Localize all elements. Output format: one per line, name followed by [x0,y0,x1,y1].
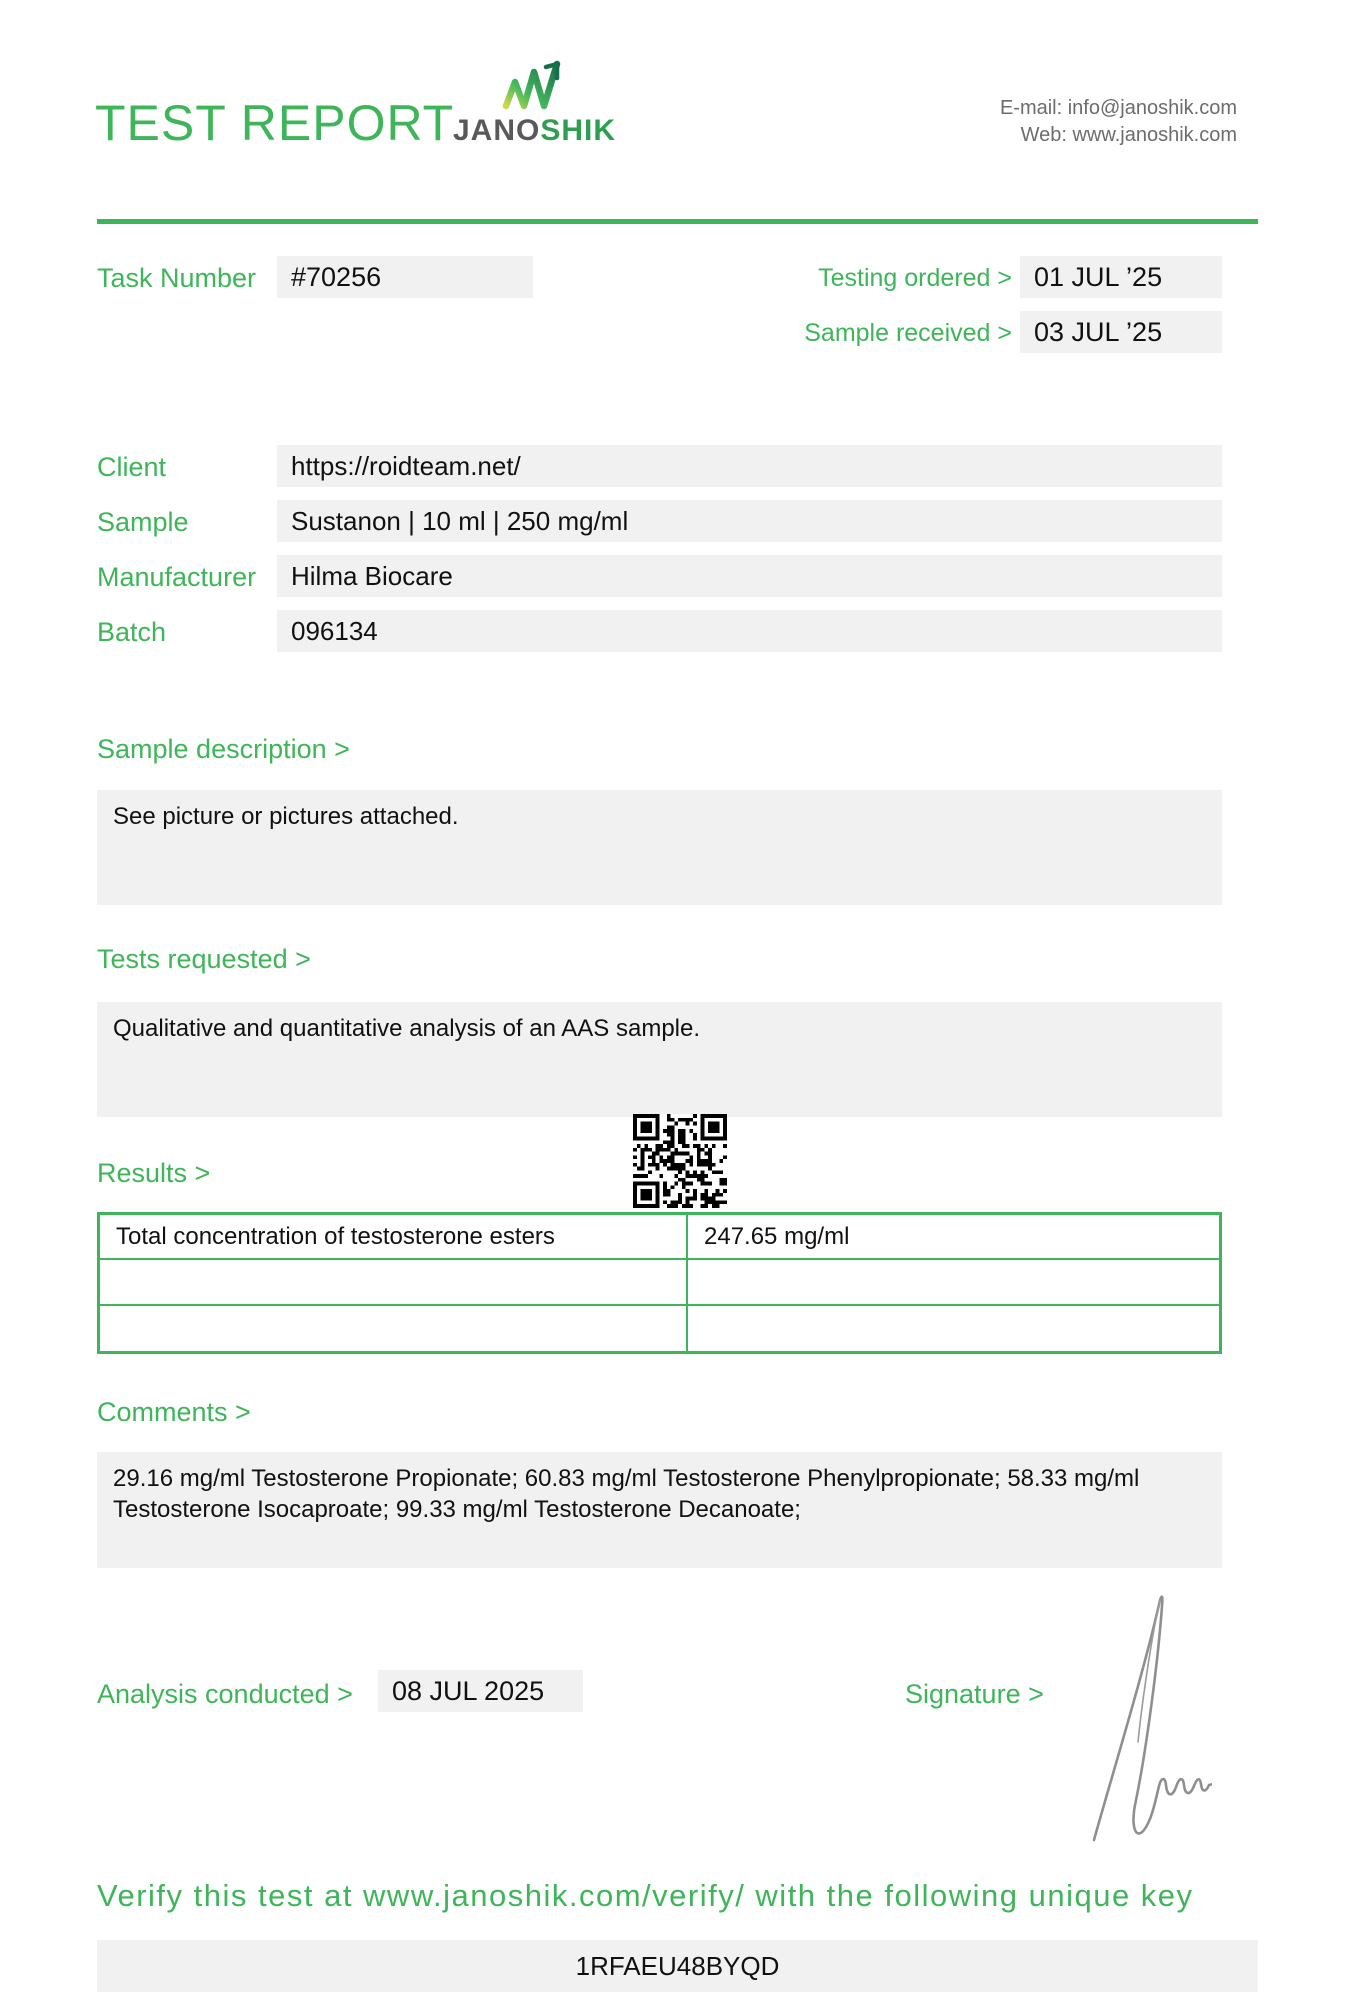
janoshik-logo [452,56,617,148]
testing-ordered-label: Testing ordered > [818,264,1012,292]
result-value-cell: 247.65 mg/ml [688,1215,1219,1260]
sample-description-heading: Sample description > [97,734,350,764]
testing-ordered-value: 01 JUL ’25 [1020,256,1222,298]
verify-key: 1RFAEU48BYQD [97,1940,1258,1992]
contact-email: E-mail: info@janoshik.com [999,97,1237,119]
result-value-cell-empty [688,1306,1219,1351]
field-label-batch: Batch [97,617,167,647]
verify-instruction: Verify this test at www.janoshik.com/verify/ with the following unique key [97,1878,1194,1913]
contact-web: Web: www.janoshik.com [1020,124,1237,146]
task-number-value: #70256 [277,256,533,298]
results-heading: Results > [97,1158,211,1188]
tests-requested-text: Qualitative and quantitative analysis of an AAS sample. [113,1015,701,1042]
tests-requested-box [97,1002,1222,1117]
field-label-manufacturer: Manufacturer [97,562,257,592]
analysis-conducted-label: Analysis conducted > [97,1679,353,1709]
sample-received-label: Sample received > [804,319,1012,347]
logo-jano: JANO [452,114,541,147]
sample-received-value: 03 JUL ’25 [1020,311,1222,353]
task-number-label: Task Number [97,263,257,293]
results-table [97,1212,1222,1354]
qr-code [633,1114,727,1208]
field-label-client: Client [97,452,167,482]
field-value-sample: Sustanon | 10 ml | 250 mg/ml [277,500,1222,542]
signature-label: Signature > [905,1679,1044,1709]
result-value-cell-empty [688,1260,1219,1305]
field-value-manufacturer: Hilma Biocare [277,555,1222,597]
result-name-cell-empty [100,1260,688,1305]
comments-heading: Comments > [97,1397,251,1427]
tests-requested-heading: Tests requested > [97,944,311,974]
sample-description-text: See picture or pictures attached. [113,803,459,830]
comments-text: 29.16 mg/ml Testosterone Propionate; 60.83 mg/ml Testosterone Phenylpropionate; 58.33 mg/ml Testosterone Isocaproate; 99.33 mg/ml Testosterone Decanoate; [113,1465,1140,1523]
growth-chart-icon [500,56,570,110]
signature-scribble [1072,1582,1212,1852]
logo-shik: SHIK [540,114,617,147]
field-value-client: https://roidteam.net/ [277,445,1222,487]
contact-block [1000,95,1237,149]
field-label-sample: Sample [97,507,189,537]
page-title: TEST REPORT [95,95,455,151]
analysis-conducted-value: 08 JUL 2025 [378,1670,583,1712]
result-name-cell-empty [100,1306,688,1351]
comments-box [97,1452,1222,1568]
logo-wordmark [452,114,617,148]
header-divider [97,219,1258,224]
field-value-batch: 096134 [277,610,1222,652]
sample-description-box [97,790,1222,905]
result-name-cell: Total concentration of testosterone esters [100,1215,688,1260]
